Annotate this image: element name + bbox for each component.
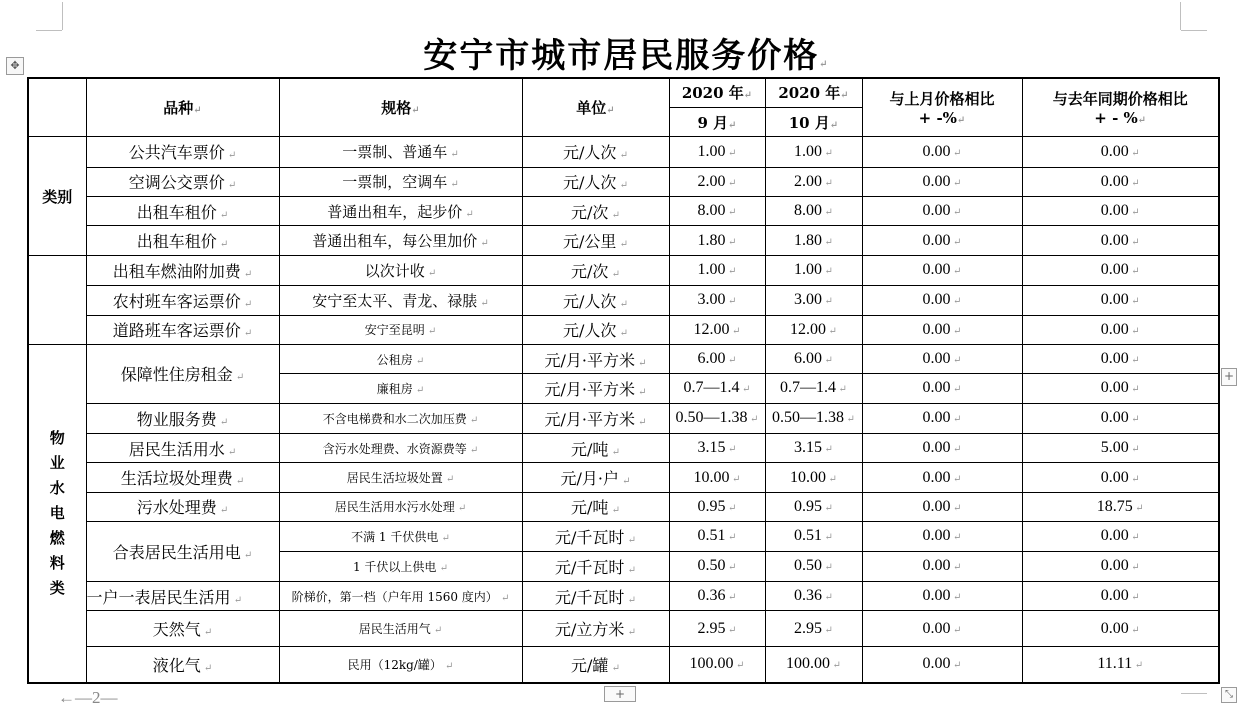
cell-spec: 阶梯价，第一档（户年用 1560 度内） ↵ xyxy=(279,581,522,610)
cell-unit: 元/次 ↵ xyxy=(522,255,669,285)
cell-unit: 元/公里 ↵ xyxy=(522,226,669,255)
cell-oct-price: 0.36 ↵ xyxy=(765,581,862,610)
cell-mom: 0.00 ↵ xyxy=(862,551,1022,581)
cell-variety: 居民生活用水 ↵ xyxy=(86,434,279,463)
table-row xyxy=(28,611,1219,646)
cell-oct-price: 3.00 ↵ xyxy=(765,286,862,315)
cell-yoy: 0.00 ↵ xyxy=(1022,197,1219,226)
cell-yoy: 0.00 ↵ xyxy=(1022,374,1219,403)
cell-oct-price: 100.00 ↵ xyxy=(765,646,862,683)
category-property: 物 业 水 电 燃 料 类 xyxy=(28,344,86,683)
move-icon: ✥ xyxy=(10,59,20,72)
cell-yoy: 0.00 ↵ xyxy=(1022,344,1219,373)
cell-oct-price: 3.15 ↵ xyxy=(765,434,862,463)
cell-sep-price: 2.00 ↵ xyxy=(669,167,765,196)
cell-mom: 0.00 ↵ xyxy=(862,226,1022,255)
cell-yoy: 0.00 ↵ xyxy=(1022,167,1219,196)
cell-variety: 空调公交票价 ↵ xyxy=(86,167,279,196)
cell-oct-price: 0.95 ↵ xyxy=(765,492,862,521)
cell-mom: 0.00 ↵ xyxy=(862,434,1022,463)
table-row xyxy=(28,167,1219,196)
cell-oct-price: 2.95 ↵ xyxy=(765,611,862,646)
crop-mark-top-right xyxy=(1180,2,1182,30)
cell-yoy: 0.00 ↵ xyxy=(1022,286,1219,315)
cell-yoy: 0.00 ↵ xyxy=(1022,255,1219,285)
cell-oct-price: 10.00 ↵ xyxy=(765,463,862,492)
cell-spec: 以次计收 ↵ xyxy=(279,255,522,285)
cell-unit: 元/千瓦时 ↵ xyxy=(522,551,669,581)
cell-mom: 0.00 ↵ xyxy=(862,344,1022,373)
cell-spec: 公租房 ↵ xyxy=(279,344,522,373)
cell-unit: 元/月·平方米 ↵ xyxy=(522,374,669,403)
header-unit: 单位↵ xyxy=(522,78,669,137)
resize-icon: ⤡ xyxy=(1225,689,1233,700)
cell-sep-price: 8.00 ↵ xyxy=(669,197,765,226)
add-row-button[interactable]: + xyxy=(604,686,636,702)
cell-sep-price: 0.95 ↵ xyxy=(669,492,765,521)
cell-mom: 0.00 ↵ xyxy=(862,374,1022,403)
add-column-button[interactable]: + xyxy=(1221,368,1237,386)
cell-unit: 元/吨 ↵ xyxy=(522,492,669,521)
cell-yoy: 18.75 ↵ xyxy=(1022,492,1219,521)
cell-mom: 0.00 ↵ xyxy=(862,522,1022,551)
cell-variety: 农村班车客运票价 ↵ xyxy=(86,286,279,315)
table-row xyxy=(28,492,1219,521)
cell-unit: 元/千瓦时 ↵ xyxy=(522,581,669,610)
table-row xyxy=(28,315,1219,344)
table-row xyxy=(28,403,1219,433)
cell-oct-price: 12.00 ↵ xyxy=(765,315,862,344)
cell-unit: 元/月·平方米 ↵ xyxy=(522,403,669,433)
cell-variety: 公共汽车票价 ↵ xyxy=(86,137,279,167)
cell-variety: 液化气 ↵ xyxy=(86,646,279,683)
cell-spec: 安宁至太平、青龙、禄脿 ↵ xyxy=(279,286,522,315)
category-transport: 类别 xyxy=(28,137,86,256)
table-row xyxy=(28,197,1219,226)
cell-variety: 生活垃圾处理费 ↵ xyxy=(86,463,279,492)
cell-variety: 天然气 ↵ xyxy=(86,611,279,646)
table-resize-handle[interactable] xyxy=(1221,687,1237,703)
header-yoy: 与去年同期价格相比 + - %↵ xyxy=(1022,78,1219,137)
cell-oct-price: 1.00 ↵ xyxy=(765,255,862,285)
cell-variety: 保障性住房租金 ↵ xyxy=(86,344,279,403)
price-table xyxy=(27,77,1220,684)
cell-unit: 元/吨 ↵ xyxy=(522,434,669,463)
cell-variety: 出租车租价 ↵ xyxy=(86,226,279,255)
cell-spec: 不满 1 千伏供电 ↵ xyxy=(279,522,522,551)
table-row xyxy=(28,581,1219,610)
header-period1-month: 9 月↵ xyxy=(669,107,765,136)
cell-variety: 出租车租价 ↵ xyxy=(86,197,279,226)
cell-yoy: 0.00 ↵ xyxy=(1022,611,1219,646)
cell-spec: 不含电梯费和水二次加压费 ↵ xyxy=(279,403,522,433)
cell-spec: 居民生活用气 ↵ xyxy=(279,611,522,646)
cell-spec: 安宁至昆明 ↵ xyxy=(279,315,522,344)
cell-sep-price: 0.36 ↵ xyxy=(669,581,765,610)
header-variety: 品种↵ xyxy=(86,78,279,137)
cell-mom: 0.00 ↵ xyxy=(862,581,1022,610)
cell-sep-price: 12.00 ↵ xyxy=(669,315,765,344)
table-row xyxy=(28,344,1219,373)
cell-spec: 1 千伏以上供电 ↵ xyxy=(279,551,522,581)
cell-unit: 元/人次 ↵ xyxy=(522,315,669,344)
cell-spec: 含污水处理费、水资源费等 ↵ xyxy=(279,434,522,463)
cell-oct-price: 1.80 ↵ xyxy=(765,226,862,255)
cell-sep-price: 3.00 ↵ xyxy=(669,286,765,315)
cell-yoy: 11.11 ↵ xyxy=(1022,646,1219,683)
table-row xyxy=(28,522,1219,551)
cell-oct-price: 0.50—1.38 ↵ xyxy=(765,403,862,433)
table-move-handle[interactable] xyxy=(6,57,24,75)
table-row xyxy=(28,646,1219,683)
cell-mom: 0.00 ↵ xyxy=(862,403,1022,433)
crop-mark-top-left xyxy=(62,2,64,30)
cell-sep-price: 0.50 ↵ xyxy=(669,551,765,581)
cell-sep-price: 1.00 ↵ xyxy=(669,255,765,285)
cell-mom: 0.00 ↵ xyxy=(862,463,1022,492)
cell-unit: 元/月·平方米 ↵ xyxy=(522,344,669,373)
cell-oct-price: 8.00 ↵ xyxy=(765,197,862,226)
cell-mom: 0.00 ↵ xyxy=(862,611,1022,646)
cell-yoy: 0.00 ↵ xyxy=(1022,551,1219,581)
cell-mom: 0.00 ↵ xyxy=(862,492,1022,521)
table-row xyxy=(28,434,1219,463)
cell-yoy: 0.00 ↵ xyxy=(1022,137,1219,167)
cell-oct-price: 1.00 ↵ xyxy=(765,137,862,167)
table-row xyxy=(28,463,1219,492)
cell-mom: 0.00 ↵ xyxy=(862,646,1022,683)
cell-yoy: 0.00 ↵ xyxy=(1022,226,1219,255)
header-period2-year: 2020 年↵ xyxy=(765,78,862,107)
cell-variety: 污水处理费 ↵ xyxy=(86,492,279,521)
header-period1-year: 2020 年↵ xyxy=(669,78,765,107)
cell-spec: 一票制、普通车 ↵ xyxy=(279,137,522,167)
cell-yoy: 0.00 ↵ xyxy=(1022,581,1219,610)
cell-oct-price: 0.50 ↵ xyxy=(765,551,862,581)
cell-spec: 一票制，空调车 ↵ xyxy=(279,167,522,196)
cell-spec: 居民生活垃圾处置 ↵ xyxy=(279,463,522,492)
cell-spec: 普通出租车，起步价 ↵ xyxy=(279,197,522,226)
cell-sep-price: 0.51 ↵ xyxy=(669,522,765,551)
header-spec: 规格↵ xyxy=(279,78,522,137)
cell-mom: 0.00 ↵ xyxy=(862,286,1022,315)
cell-yoy: 0.00 ↵ xyxy=(1022,403,1219,433)
cell-oct-price: 0.7—1.4 ↵ xyxy=(765,374,862,403)
cell-unit: 元/罐 ↵ xyxy=(522,646,669,683)
header-mom: 与上月价格相比 + -%↵ xyxy=(862,78,1022,137)
cell-unit: 元/人次 ↵ xyxy=(522,286,669,315)
cell-unit: 元/立方米 ↵ xyxy=(522,611,669,646)
cell-sep-price: 1.00 ↵ xyxy=(669,137,765,167)
cell-mom: 0.00 ↵ xyxy=(862,197,1022,226)
cell-mom: 0.00 ↵ xyxy=(862,137,1022,167)
cell-spec: 居民生活用水污水处理 ↵ xyxy=(279,492,522,521)
cell-sep-price: 0.50—1.38 ↵ xyxy=(669,403,765,433)
cell-oct-price: 0.51 ↵ xyxy=(765,522,862,551)
header-blank xyxy=(28,78,86,137)
cell-variety: 一户一表居民生活用 ↵ xyxy=(86,581,279,610)
cell-sep-price: 6.00 ↵ xyxy=(669,344,765,373)
cell-yoy: 5.00 ↵ xyxy=(1022,434,1219,463)
cell-spec: 廉租房 ↵ xyxy=(279,374,522,403)
cell-yoy: 0.00 ↵ xyxy=(1022,463,1219,492)
cell-sep-price: 10.00 ↵ xyxy=(669,463,765,492)
cell-unit: 元/千瓦时 ↵ xyxy=(522,522,669,551)
table-row xyxy=(28,226,1219,255)
cell-variety: 道路班车客运票价 ↵ xyxy=(86,315,279,344)
header-period2-month: 10 月↵ xyxy=(765,107,862,136)
cell-spec: 民用（12kg/罐） ↵ xyxy=(279,646,522,683)
cell-unit: 元/人次 ↵ xyxy=(522,167,669,196)
cell-yoy: 0.00 ↵ xyxy=(1022,522,1219,551)
cell-mom: 0.00 ↵ xyxy=(862,167,1022,196)
cell-unit: 元/次 ↵ xyxy=(522,197,669,226)
cell-sep-price: 2.95 ↵ xyxy=(669,611,765,646)
cell-mom: 0.00 ↵ xyxy=(862,255,1022,285)
page-number: ←—2— xyxy=(58,688,118,707)
cell-spec: 普通出租车，每公里加价 ↵ xyxy=(279,226,522,255)
category-blank xyxy=(28,255,86,344)
cell-oct-price: 2.00 ↵ xyxy=(765,167,862,196)
crop-mark-bottom-right xyxy=(1181,693,1207,695)
cell-mom: 0.00 ↵ xyxy=(862,315,1022,344)
page-title: 安宁市城市居民服务价格↵ xyxy=(423,36,830,76)
table-row xyxy=(28,286,1219,315)
cell-oct-price: 6.00 ↵ xyxy=(765,344,862,373)
cell-sep-price: 0.7—1.4 ↵ xyxy=(669,374,765,403)
cell-variety: 合表居民生活用电 ↵ xyxy=(86,522,279,582)
cell-unit: 元/月·户 ↵ xyxy=(522,463,669,492)
cell-yoy: 0.00 ↵ xyxy=(1022,315,1219,344)
cell-sep-price: 3.15 ↵ xyxy=(669,434,765,463)
cell-variety: 出租车燃油附加费 ↵ xyxy=(86,255,279,285)
cell-variety: 物业服务费 ↵ xyxy=(86,403,279,433)
cell-sep-price: 1.80 ↵ xyxy=(669,226,765,255)
cell-sep-price: 100.00 ↵ xyxy=(669,646,765,683)
table-row xyxy=(28,137,1219,167)
table-row xyxy=(28,255,1219,285)
cell-unit: 元/人次 ↵ xyxy=(522,137,669,167)
